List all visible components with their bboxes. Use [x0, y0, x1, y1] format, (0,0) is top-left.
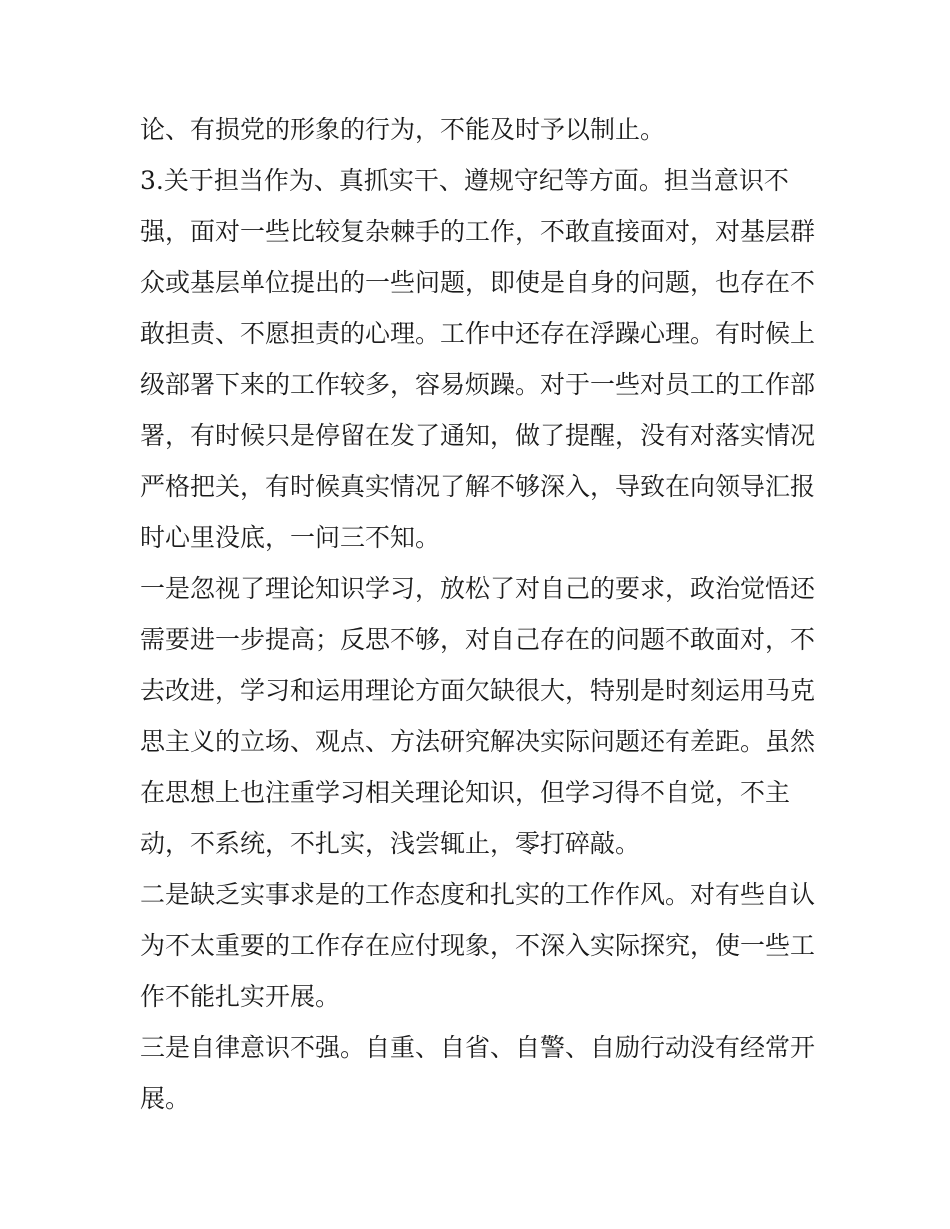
text-line: 署，有时候只是停留在发了通知，做了提醒，没有对落实情况 — [140, 421, 816, 450]
text-line: 二是缺乏实事求是的工作态度和扎实的工作作风。对有些自认 — [140, 880, 816, 909]
text-line: 严格把关，有时候真实情况了解不够深入，导致在向领导汇报 — [140, 472, 816, 501]
text-line: 一是忽视了理论知识学习，放松了对自己的要求，政治觉悟还 — [140, 574, 816, 603]
text-line: 时心里没底，一问三不知。 — [140, 523, 441, 552]
document-body — [140, 104, 830, 1124]
text-line: 众或基层单位提出的一些问题，即使是自身的问题，也存在不 — [140, 268, 816, 297]
text-line: 需要进一步提高；反思不够，对自己存在的问题不敢面对，不 — [140, 625, 816, 654]
text-line: 强，面对一些比较复杂棘手的工作，不敢直接面对，对基层群 — [140, 217, 816, 246]
text-line: 敢担责、不愿担责的心理。工作中还存在浮躁心理。有时候上 — [140, 319, 816, 348]
text-line: 去改进，学习和运用理论方面欠缺很大，特别是时刻运用马克 — [140, 676, 816, 705]
text-line: 思主义的立场、观点、方法研究解决实际问题还有差距。虽然 — [140, 727, 816, 756]
text-line: 展。 — [140, 1084, 191, 1113]
text-line: 3.关于担当作为、真抓实干、遵规守纪等方面。担当意识不 — [140, 166, 789, 195]
text-line: 在思想上也注重学习相关理论知识，但学习得不自觉，不主 — [140, 778, 791, 807]
text-line: 作不能扎实开展。 — [140, 982, 341, 1011]
text-line: 为不太重要的工作存在应付现象，不深入实际探究，使一些工 — [140, 931, 816, 960]
text-line: 级部署下来的工作较多，容易烦躁。对于一些对员工的工作部 — [140, 370, 816, 399]
text-line: 论、有损党的形象的行为，不能及时予以制止。 — [140, 115, 666, 144]
text-line: 三是自律意识不强。自重、自省、自警、自励行动没有经常开 — [140, 1033, 816, 1062]
text-line: 动，不系统，不扎实，浅尝辄止，零打碎敲。 — [140, 829, 641, 858]
